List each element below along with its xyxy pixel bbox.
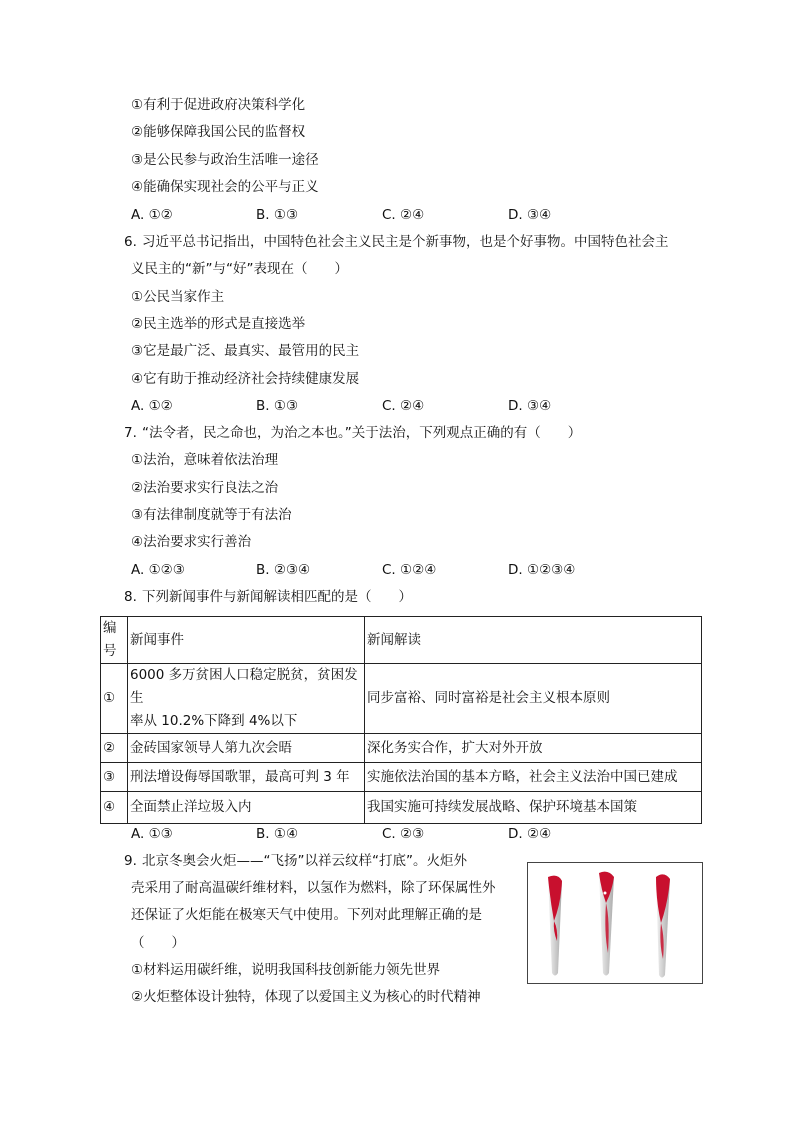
row-event-line-1: 6000 多万贫困人口稳定脱贫，贫困发生 [130, 667, 358, 706]
row-number: ① [101, 664, 128, 734]
q8-number: 8. [124, 589, 137, 605]
q6-statement-4: ④它有助于推动经济社会持续健康发展 [131, 371, 360, 387]
row-number: ④ [101, 792, 128, 824]
row-event: 金砖国家领导人第九次会晤 [128, 734, 365, 763]
row-event: 刑法增设侮辱国歌罪，最高可判 3 年 [128, 763, 365, 792]
torch-right [656, 874, 670, 977]
q5-statement-2: ②能够保障我国公民的监督权 [131, 124, 306, 140]
q8-option-a[interactable]: A. ①③ [131, 826, 173, 842]
q7-stem-text: “法令者，民之命也，为治之本也。”关于法治，下列观点正确的有（ ） [142, 425, 582, 441]
q8-option-b[interactable]: B. ①④ [256, 826, 299, 842]
q6-statement-1: ①公民当家作主 [131, 289, 225, 305]
table-row [101, 664, 702, 734]
row-event-line-2: 率从 10.2%下降到 4%以下 [130, 713, 298, 729]
q8-stem [124, 588, 412, 606]
table-row [101, 792, 702, 824]
q6-number: 6. [124, 234, 137, 250]
q8-stem-text: 下列新闻事件与新闻解读相匹配的是（ ） [142, 589, 412, 605]
news-table [100, 616, 702, 824]
header-reading: 新闻解读 [365, 617, 702, 664]
q7-options [131, 561, 651, 579]
q9-stem-line-2: 壳采用了耐高温碳纤维材料，以氢作为燃料，除了环保属性外 [131, 880, 496, 896]
q7-option-b[interactable]: B. ②③④ [256, 562, 311, 578]
header-number: 编号 [101, 617, 128, 664]
row-reading: 同步富裕、同时富裕是社会主义根本原则 [365, 664, 702, 734]
q6-option-c[interactable]: C. ②④ [382, 398, 425, 414]
q5-statement-3: ③是公民参与政治生活唯一途径 [131, 152, 319, 168]
q7-option-a[interactable]: A. ①②③ [131, 562, 185, 578]
q7-number: 7. [124, 425, 137, 441]
q9-stem-text: 北京冬奥会火炬——“飞扬”以祥云纹样“打底”。火炬外 [142, 853, 467, 869]
q9-number: 9. [124, 853, 137, 869]
q6-stem-line-2: 义民主的“新”与“好”表现在（ ） [131, 261, 348, 277]
q6-option-a[interactable]: A. ①② [131, 398, 173, 414]
q6-stem-text: 习近平总书记指出，中国特色社会主义民主是个新事物，也是个好事物。中国特色社会主 [142, 234, 669, 250]
torch-middle [599, 872, 614, 976]
q5-options [131, 206, 651, 224]
q7-statement-1: ①法治，意味着依法治理 [131, 452, 279, 468]
q8-option-d[interactable]: D. ②④ [508, 826, 552, 842]
q6-stem-line-1 [124, 233, 669, 251]
q5-statement-4: ④能确保实现社会的公平与正义 [131, 179, 319, 195]
q5-statement-1: ①有利于促进政府决策科学化 [131, 97, 306, 113]
q7-stem [124, 424, 581, 442]
q6-option-d[interactable]: D. ③④ [508, 398, 552, 414]
q6-statement-2: ②民主选举的形式是直接选举 [131, 316, 306, 332]
row-reading: 深化务实合作，扩大对外开放 [365, 734, 702, 763]
header-event: 新闻事件 [128, 617, 365, 664]
table-header-row [101, 617, 702, 664]
q9-stem-line-4: （ ） [131, 935, 185, 951]
q5-option-b[interactable]: B. ①③ [256, 207, 299, 223]
q8-options [131, 825, 651, 843]
q9-stem-line-3: 还保证了火炬能在极寒天气中使用。下列对此理解正确的是 [131, 907, 482, 923]
q9-statement-2: ②火炬整体设计独特，体现了以爱国主义为核心的时代精神 [131, 989, 481, 1005]
row-event [128, 664, 365, 734]
q5-option-c[interactable]: C. ②④ [382, 207, 425, 223]
torch-left [548, 876, 562, 976]
q7-statement-2: ②法治要求实行良法之治 [131, 480, 279, 496]
q7-statement-4: ④法治要求实行善治 [131, 534, 252, 550]
q6-statement-3: ③它是最广泛、最真实、最管用的民主 [131, 343, 360, 359]
row-reading: 实施依法治国的基本方略，社会主义法治中国已建成 [365, 763, 702, 792]
row-event: 全面禁止洋垃圾入内 [128, 792, 365, 824]
row-number: ③ [101, 763, 128, 792]
torch-illustration [528, 863, 702, 983]
q6-option-b[interactable]: B. ①③ [256, 398, 299, 414]
q5-option-a[interactable]: A. ①② [131, 207, 173, 223]
table-row [101, 734, 702, 763]
q7-option-c[interactable]: C. ①②④ [382, 562, 437, 578]
q9-stem-line-1 [124, 852, 467, 870]
torch-image [527, 862, 703, 984]
q6-options [131, 397, 651, 415]
row-reading: 我国实施可持续发展战略、保护环境基本国策 [365, 792, 702, 824]
q7-statement-3: ③有法律制度就等于有法治 [131, 507, 292, 523]
q7-option-d[interactable]: D. ①②③④ [508, 562, 576, 578]
row-number: ② [101, 734, 128, 763]
table-row [101, 763, 702, 792]
q5-option-d[interactable]: D. ③④ [508, 207, 552, 223]
q9-statement-1: ①材料运用碳纤维，说明我国科技创新能力领先世界 [131, 962, 441, 978]
q8-option-c[interactable]: C. ②③ [382, 826, 425, 842]
